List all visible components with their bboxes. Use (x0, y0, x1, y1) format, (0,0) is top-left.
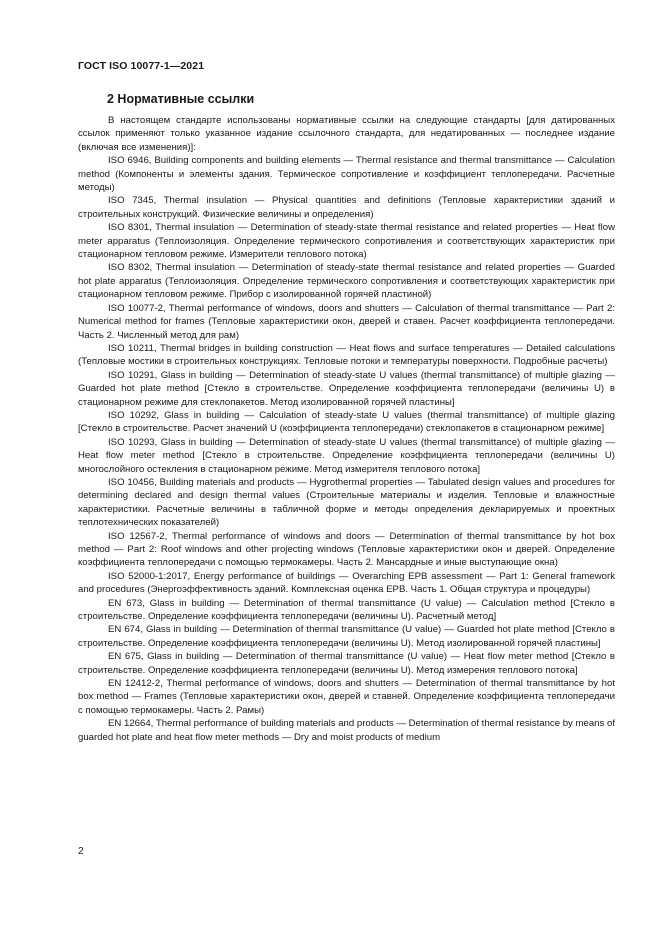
reference-iso-8301: ISO 8301, Thermal insulation — Determination of steady-state thermal resistance and related properties — Heat flow meter apparatus (Теплоизоляция. Определение термического сопротивления и соответствующих характеристик при стационарном тепловом режиме. Измерители теплового потока) (78, 222, 615, 261)
document-code-header: ГОСТ ISO 10077-1—2021 (78, 60, 205, 72)
reference-iso-6946: ISO 6946, Building components and building elements — Thermal resistance and thermal transmittance — Calculation method (Компоненты и элементы здания. Термическое сопротивление и коэффициент теплопередачи. Расчетные методы) (78, 155, 615, 194)
reference-iso-10456: ISO 10456, Building materials and products — Hygrothermal properties — Tabulated design values and procedures for determining declared and design thermal values (Строительные материалы и изделия. Тепловые и влажностные характеристики. Расчетные величины в табличной форме и методы определения декларируемых и проектных теплотехнических показателей) (78, 476, 615, 529)
reference-iso-10291: ISO 10291, Glass in building — Determination of steady-state U values (thermal transmittance) of multiple glazing — Guarded hot plate method [Стекло в строительстве. Определение коэффициента теплопередачи (величины U) в стационарном режиме для стеклопакетов. Метод изолированной горячей пластины] (78, 369, 615, 408)
reference-iso-10077-2: ISO 10077-2, Thermal performance of windows, doors and shutters — Calculation of thermal transmittance — Part 2: Numerical method for frames (Тепловые характеристики окон, дверей и ставен. Расчет коэффициента теплопередачи. Часть 2. Численный метод для рам) (78, 302, 615, 341)
reference-en-675: EN 675, Glass in building — Determination of thermal transmittance (U value) — Heat flow meter method [Стекло в строительстве. Определение коэффициента теплопередачи (величины U). Метод измерения теплового потока] (78, 651, 615, 676)
intro-paragraph: В настоящем стандарте использованы нормативные ссылки на следующие стандарты [для датированных ссылок применяют только указанное издание ссылочного стандарта, для недатированных — последнее издание (включая все изменения)]: (78, 115, 615, 153)
reference-en-673: EN 673, Glass in building — Determination of thermal transmittance (U value) — Calculation method [Стекло в строительстве. Определение коэффициента теплопередачи (величины U). Расчетный метод] (78, 597, 615, 623)
reference-iso-10211: ISO 10211, Thermal bridges in building construction — Heat flows and surface temperatures — Detailed calculations (Тепловые мостики в строительных конструкциях. Тепловые потоки и температуры поверхности. Подробные расчеты) (78, 342, 615, 368)
page-number: 2 (78, 846, 84, 857)
references-body (78, 114, 615, 744)
reference-en-674: EN 674, Glass in building — Determination of thermal transmittance (U value) — Guarded hot plate method [Стекло в строительстве. Определение коэффициента теплопередачи (величины U). Метод изолированной горячей пластины] (78, 624, 615, 649)
reference-iso-52000-1: ISO 52000-1:2017, Energy performance of buildings — Overarching EPB assessment — Part 1: General framework and procedures (Энергоэффективность зданий. Комплексная оценка EPB. Часть 1. Общая структура и процедуры) (78, 570, 615, 596)
reference-iso-10292: ISO 10292, Glass in building — Calculation of steady-state U values (thermal transmittance) of multiple glazing [Стекло в строительстве. Расчет значений U (коэффициента теплопередачи) стеклопакетов в стационарном режиме] (78, 409, 615, 435)
reference-iso-10293: ISO 10293, Glass in building — Determination of steady-state U values (thermal transmittance) of multiple glazing — Heat flow meter method [Стекло в строительстве. Определение коэффициента теплопередачи (величины U) многослойного остекления в стационарном режиме. Метод измерителя теплового потока] (78, 436, 615, 475)
reference-iso-8302: ISO 8302, Thermal insulation — Determination of steady-state thermal resistance and related properties — Guarded hot plate apparatus (Теплоизоляция. Определение термического сопротивления и соответствующих характеристик при стационарном тепловом режиме. Прибор с изолированной горячей пластиной) (78, 262, 616, 301)
reference-iso-12567-2: ISO 12567-2, Thermal performance of windows and doors — Determination of thermal transmittance by hot box method — Part 2: Roof windows and other projecting windows (Тепловые характеристики окон и дверей. Определение коэффициента теплопередачи с помощью термокамеры. Часть 2. Мансардные и иные выступающие окна) (78, 530, 615, 569)
section-title: 2 Нормативные ссылки (107, 92, 255, 106)
reference-en-12412-2: EN 12412-2, Thermal performance of windows, doors and shutters — Determination of thermal transmittance by hot box method — Frames (Тепловые характеристики окон, дверей и ставней. Определение коэффициента теплопередачи с помощью термокамеры. Часть 2. Рамы) (78, 678, 615, 716)
reference-en-12664: EN 12664, Thermal performance of building materials and products — Determination of thermal resistance by means of guarded hot plate and heat flow meter methods — Dry and moist products of medium (78, 718, 615, 743)
reference-iso-7345: ISO 7345, Thermal insulation — Physical quantities and definitions (Тепловые характеристики зданий и строительных конструкций. Физические величины и определения) (78, 195, 615, 220)
